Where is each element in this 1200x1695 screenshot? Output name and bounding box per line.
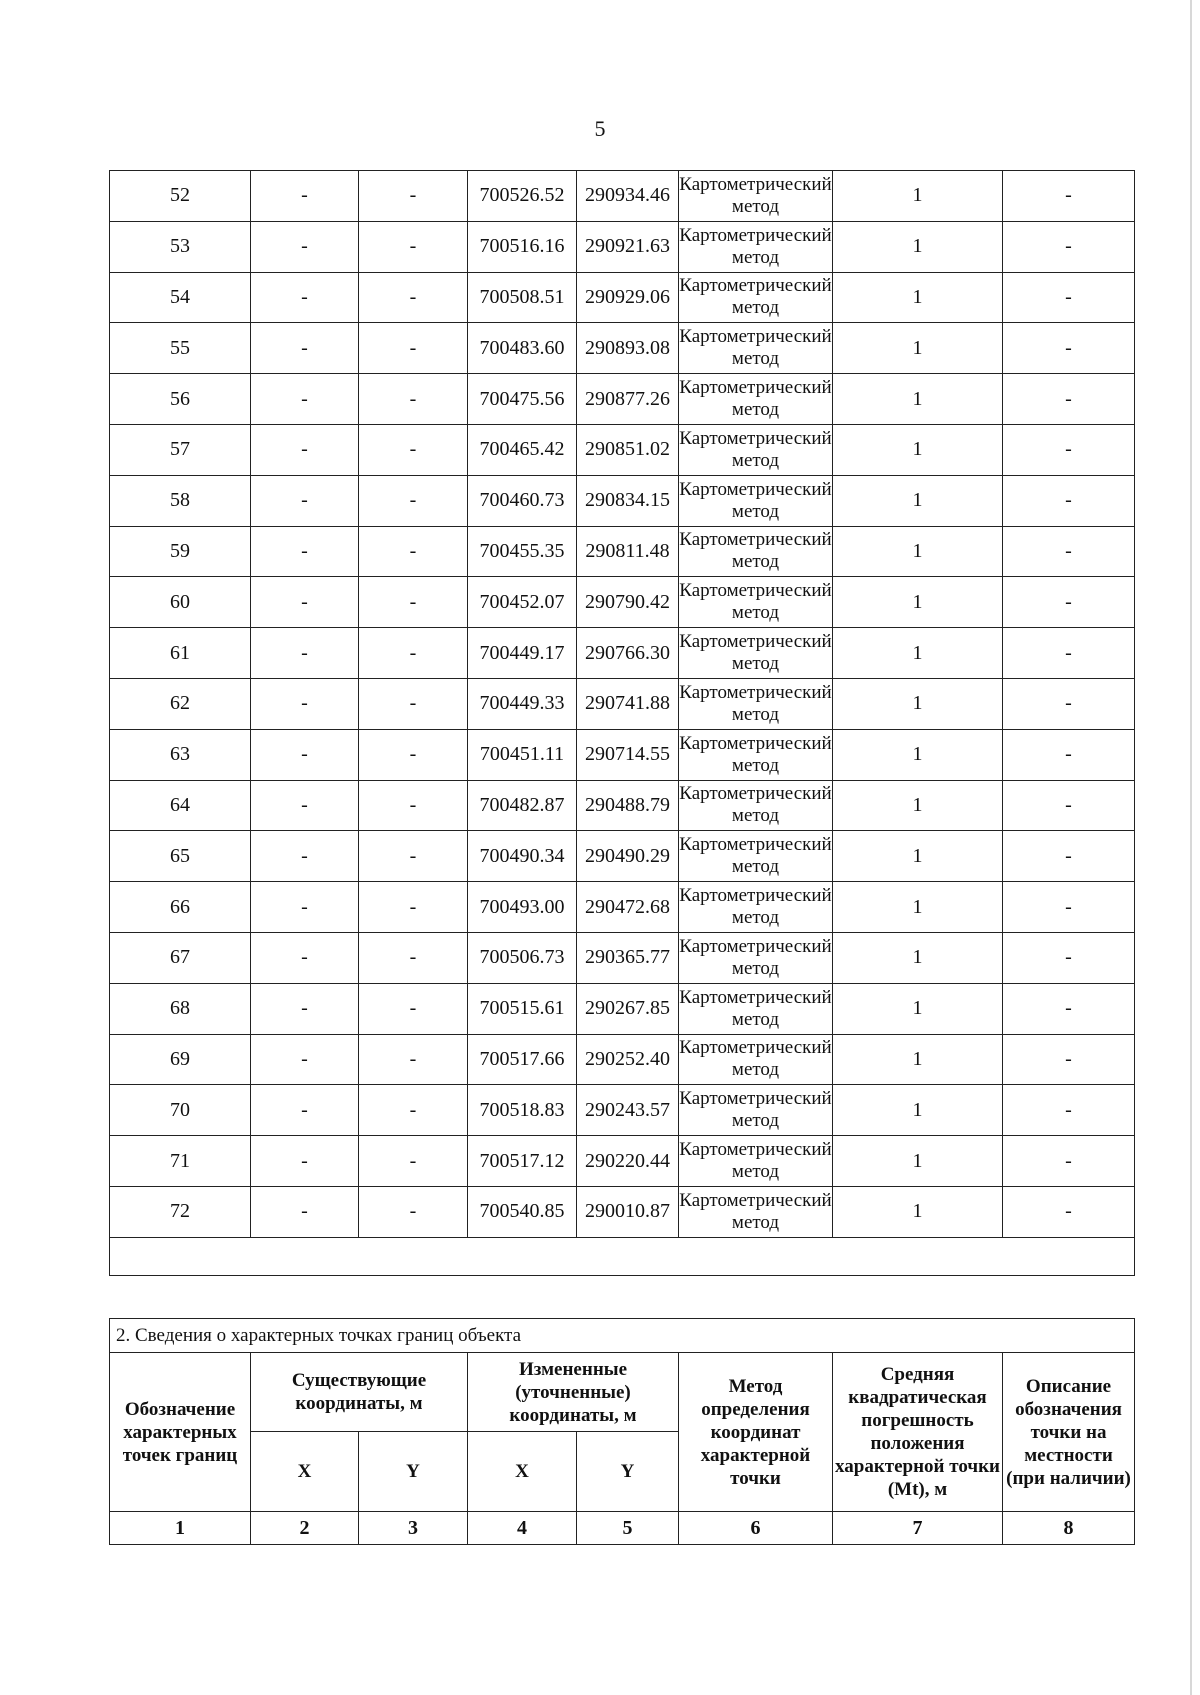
- table-row: [110, 983, 1135, 1034]
- description-cell: -: [1003, 475, 1135, 526]
- description-cell: -: [1003, 678, 1135, 729]
- existing-y-cell: -: [359, 780, 468, 831]
- table-row: [110, 374, 1135, 425]
- existing-x-cell: -: [251, 628, 359, 679]
- point-number-cell: 59: [110, 526, 251, 577]
- existing-y-cell: -: [359, 526, 468, 577]
- changed-y-cell: 290220.44: [577, 1136, 679, 1187]
- column-number: 4: [468, 1512, 577, 1545]
- method-cell: Картометрический метод: [679, 577, 833, 628]
- existing-x-cell: -: [251, 882, 359, 933]
- changed-x-cell: 700452.07: [468, 577, 577, 628]
- existing-y-cell: -: [359, 831, 468, 882]
- method-cell: Картометрический метод: [679, 323, 833, 374]
- mt-cell: 1: [833, 882, 1003, 933]
- table-row: [110, 882, 1135, 933]
- existing-x-cell: -: [251, 1085, 359, 1136]
- changed-y-cell: 290365.77: [577, 932, 679, 983]
- changed-x-cell: 700451.11: [468, 729, 577, 780]
- method-cell: Картометрический метод: [679, 1085, 833, 1136]
- existing-x-cell: -: [251, 1034, 359, 1085]
- existing-x-cell: -: [251, 526, 359, 577]
- description-cell: -: [1003, 882, 1135, 933]
- changed-x-cell: 700482.87: [468, 780, 577, 831]
- method-cell: Картометрический метод: [679, 678, 833, 729]
- table-row: [110, 526, 1135, 577]
- method-cell: Картометрический метод: [679, 1186, 833, 1237]
- changed-y-cell: 290929.06: [577, 272, 679, 323]
- existing-y-cell: -: [359, 1034, 468, 1085]
- existing-y-cell: -: [359, 171, 468, 222]
- page-edge-line: [1190, 0, 1192, 1695]
- mt-cell: 1: [833, 780, 1003, 831]
- mt-cell: 1: [833, 221, 1003, 272]
- point-number-cell: 56: [110, 374, 251, 425]
- changed-y-cell: 290766.30: [577, 628, 679, 679]
- column-number: 5: [577, 1512, 679, 1545]
- header-method: Метод определения координат характерной точки: [679, 1353, 833, 1512]
- point-number-cell: 65: [110, 831, 251, 882]
- changed-y-cell: 290472.68: [577, 882, 679, 933]
- table-row: [110, 678, 1135, 729]
- description-cell: -: [1003, 1085, 1135, 1136]
- changed-y-cell: 290834.15: [577, 475, 679, 526]
- existing-y-cell: -: [359, 1186, 468, 1237]
- existing-x-cell: -: [251, 171, 359, 222]
- method-cell: Картометрический метод: [679, 424, 833, 475]
- point-number-cell: 63: [110, 729, 251, 780]
- point-number-cell: 52: [110, 171, 251, 222]
- changed-x-cell: 700506.73: [468, 932, 577, 983]
- mt-cell: 1: [833, 729, 1003, 780]
- method-cell: Картометрический метод: [679, 171, 833, 222]
- mt-cell: 1: [833, 475, 1003, 526]
- existing-x-cell: -: [251, 1136, 359, 1187]
- method-cell: Картометрический метод: [679, 780, 833, 831]
- table-row: [110, 628, 1135, 679]
- header-changed-x: X: [468, 1432, 577, 1512]
- mt-cell: 1: [833, 171, 1003, 222]
- existing-y-cell: -: [359, 932, 468, 983]
- changed-y-cell: 290490.29: [577, 831, 679, 882]
- point-number-cell: 53: [110, 221, 251, 272]
- table-row: [110, 1085, 1135, 1136]
- table-row: [110, 577, 1135, 628]
- mt-cell: 1: [833, 577, 1003, 628]
- existing-x-cell: -: [251, 983, 359, 1034]
- point-number-cell: 60: [110, 577, 251, 628]
- changed-x-cell: 700449.17: [468, 628, 577, 679]
- changed-x-cell: 700460.73: [468, 475, 577, 526]
- point-number-cell: 66: [110, 882, 251, 933]
- description-cell: -: [1003, 374, 1135, 425]
- header-designation: Обозначение характерных точек границ: [110, 1353, 251, 1512]
- description-cell: -: [1003, 932, 1135, 983]
- table-row: [110, 932, 1135, 983]
- existing-y-cell: -: [359, 221, 468, 272]
- changed-y-cell: 290921.63: [577, 221, 679, 272]
- description-cell: -: [1003, 1186, 1135, 1237]
- changed-x-cell: 700465.42: [468, 424, 577, 475]
- point-number-cell: 67: [110, 932, 251, 983]
- mt-cell: 1: [833, 323, 1003, 374]
- table-row: [110, 1136, 1135, 1187]
- changed-x-cell: 700490.34: [468, 831, 577, 882]
- point-number-cell: 61: [110, 628, 251, 679]
- method-cell: Картометрический метод: [679, 374, 833, 425]
- point-number-cell: 71: [110, 1136, 251, 1187]
- mt-cell: 1: [833, 272, 1003, 323]
- table-row: [110, 780, 1135, 831]
- existing-y-cell: -: [359, 729, 468, 780]
- point-number-cell: 62: [110, 678, 251, 729]
- description-cell: -: [1003, 424, 1135, 475]
- column-number: 2: [251, 1512, 359, 1545]
- changed-y-cell: 290010.87: [577, 1186, 679, 1237]
- point-number-cell: 58: [110, 475, 251, 526]
- existing-y-cell: -: [359, 1085, 468, 1136]
- mt-cell: 1: [833, 1085, 1003, 1136]
- column-number: 1: [110, 1512, 251, 1545]
- method-cell: Картометрический метод: [679, 882, 833, 933]
- changed-y-cell: 290877.26: [577, 374, 679, 425]
- point-number-cell: 64: [110, 780, 251, 831]
- existing-x-cell: -: [251, 932, 359, 983]
- header-changed-coords: Измененные (уточненные) координаты, м: [468, 1353, 679, 1432]
- empty-row: [110, 1237, 1135, 1275]
- changed-y-cell: 290934.46: [577, 171, 679, 222]
- mt-cell: 1: [833, 831, 1003, 882]
- table-row: [110, 831, 1135, 882]
- point-number-cell: 54: [110, 272, 251, 323]
- empty-cell: [110, 1237, 1135, 1275]
- description-cell: -: [1003, 526, 1135, 577]
- mt-cell: 1: [833, 424, 1003, 475]
- changed-x-cell: 700540.85: [468, 1186, 577, 1237]
- changed-y-cell: 290243.57: [577, 1085, 679, 1136]
- section2-title: 2. Сведения о характерных точках границ объекта: [110, 1319, 1135, 1353]
- existing-x-cell: -: [251, 221, 359, 272]
- header-mt: Средняя квадратическая погрешность положения характерной точки (Mt), м: [833, 1353, 1003, 1512]
- coordinates-table-body: [110, 171, 1135, 1276]
- changed-y-cell: 290811.48: [577, 526, 679, 577]
- mt-cell: 1: [833, 932, 1003, 983]
- mt-cell: 1: [833, 678, 1003, 729]
- table-row: [110, 221, 1135, 272]
- existing-y-cell: -: [359, 323, 468, 374]
- point-number-cell: 70: [110, 1085, 251, 1136]
- method-cell: Картометрический метод: [679, 831, 833, 882]
- changed-x-cell: 700517.12: [468, 1136, 577, 1187]
- header-description: Описание обозначения точки на местности (при наличии): [1003, 1353, 1135, 1512]
- changed-y-cell: 290488.79: [577, 780, 679, 831]
- changed-x-cell: 700475.56: [468, 374, 577, 425]
- description-cell: -: [1003, 780, 1135, 831]
- existing-y-cell: -: [359, 475, 468, 526]
- mt-cell: 1: [833, 526, 1003, 577]
- point-number-cell: 69: [110, 1034, 251, 1085]
- existing-x-cell: -: [251, 729, 359, 780]
- header-changed-y: Y: [577, 1432, 679, 1512]
- method-cell: Картометрический метод: [679, 729, 833, 780]
- page-number: 5: [594, 116, 606, 141]
- method-cell: Картометрический метод: [679, 932, 833, 983]
- table-row: [110, 424, 1135, 475]
- mt-cell: 1: [833, 1136, 1003, 1187]
- header-existing-coords: Существующие координаты, м: [251, 1353, 468, 1432]
- method-cell: Картометрический метод: [679, 221, 833, 272]
- table-row: [110, 1186, 1135, 1237]
- method-cell: Картометрический метод: [679, 1034, 833, 1085]
- table-row: [110, 272, 1135, 323]
- header-existing-y: Y: [359, 1432, 468, 1512]
- changed-x-cell: 700449.33: [468, 678, 577, 729]
- table-row: [110, 171, 1135, 222]
- method-cell: Картометрический метод: [679, 983, 833, 1034]
- existing-y-cell: -: [359, 882, 468, 933]
- changed-x-cell: 700493.00: [468, 882, 577, 933]
- changed-y-cell: 290790.42: [577, 577, 679, 628]
- existing-x-cell: -: [251, 577, 359, 628]
- changed-y-cell: 290741.88: [577, 678, 679, 729]
- coordinates-table: [109, 170, 1135, 1276]
- changed-x-cell: 700508.51: [468, 272, 577, 323]
- existing-x-cell: -: [251, 831, 359, 882]
- changed-x-cell: 700455.35: [468, 526, 577, 577]
- mt-cell: 1: [833, 983, 1003, 1034]
- column-number: 6: [679, 1512, 833, 1545]
- existing-y-cell: -: [359, 272, 468, 323]
- existing-x-cell: -: [251, 475, 359, 526]
- changed-x-cell: 700516.16: [468, 221, 577, 272]
- point-number-cell: 68: [110, 983, 251, 1034]
- changed-y-cell: 290893.08: [577, 323, 679, 374]
- description-cell: -: [1003, 1136, 1135, 1187]
- table-row: [110, 1034, 1135, 1085]
- existing-y-cell: -: [359, 983, 468, 1034]
- existing-y-cell: -: [359, 577, 468, 628]
- point-number-cell: 72: [110, 1186, 251, 1237]
- description-cell: -: [1003, 983, 1135, 1034]
- description-cell: -: [1003, 1034, 1135, 1085]
- description-cell: -: [1003, 831, 1135, 882]
- changed-x-cell: 700518.83: [468, 1085, 577, 1136]
- point-number-cell: 55: [110, 323, 251, 374]
- method-cell: Картометрический метод: [679, 628, 833, 679]
- existing-y-cell: -: [359, 374, 468, 425]
- changed-x-cell: 700526.52: [468, 171, 577, 222]
- changed-y-cell: 290851.02: [577, 424, 679, 475]
- existing-x-cell: -: [251, 780, 359, 831]
- description-cell: -: [1003, 729, 1135, 780]
- section2-table: [109, 1318, 1135, 1545]
- changed-x-cell: 700483.60: [468, 323, 577, 374]
- mt-cell: 1: [833, 628, 1003, 679]
- existing-x-cell: -: [251, 424, 359, 475]
- mt-cell: 1: [833, 374, 1003, 425]
- description-cell: -: [1003, 577, 1135, 628]
- existing-x-cell: -: [251, 272, 359, 323]
- changed-y-cell: 290252.40: [577, 1034, 679, 1085]
- existing-y-cell: -: [359, 1136, 468, 1187]
- description-cell: -: [1003, 272, 1135, 323]
- column-number: 8: [1003, 1512, 1135, 1545]
- method-cell: Картометрический метод: [679, 1136, 833, 1187]
- existing-x-cell: -: [251, 323, 359, 374]
- description-cell: -: [1003, 628, 1135, 679]
- table-row: [110, 475, 1135, 526]
- mt-cell: 1: [833, 1186, 1003, 1237]
- existing-x-cell: -: [251, 374, 359, 425]
- description-cell: -: [1003, 221, 1135, 272]
- description-cell: -: [1003, 323, 1135, 374]
- changed-y-cell: 290714.55: [577, 729, 679, 780]
- changed-x-cell: 700517.66: [468, 1034, 577, 1085]
- existing-y-cell: -: [359, 628, 468, 679]
- column-number: 3: [359, 1512, 468, 1545]
- existing-x-cell: -: [251, 678, 359, 729]
- changed-y-cell: 290267.85: [577, 983, 679, 1034]
- table-row: [110, 729, 1135, 780]
- method-cell: Картометрический метод: [679, 526, 833, 577]
- existing-x-cell: -: [251, 1186, 359, 1237]
- table-row: [110, 323, 1135, 374]
- description-cell: -: [1003, 171, 1135, 222]
- method-cell: Картометрический метод: [679, 475, 833, 526]
- changed-x-cell: 700515.61: [468, 983, 577, 1034]
- point-number-cell: 57: [110, 424, 251, 475]
- column-number: 7: [833, 1512, 1003, 1545]
- header-existing-x: X: [251, 1432, 359, 1512]
- method-cell: Картометрический метод: [679, 272, 833, 323]
- existing-y-cell: -: [359, 678, 468, 729]
- existing-y-cell: -: [359, 424, 468, 475]
- mt-cell: 1: [833, 1034, 1003, 1085]
